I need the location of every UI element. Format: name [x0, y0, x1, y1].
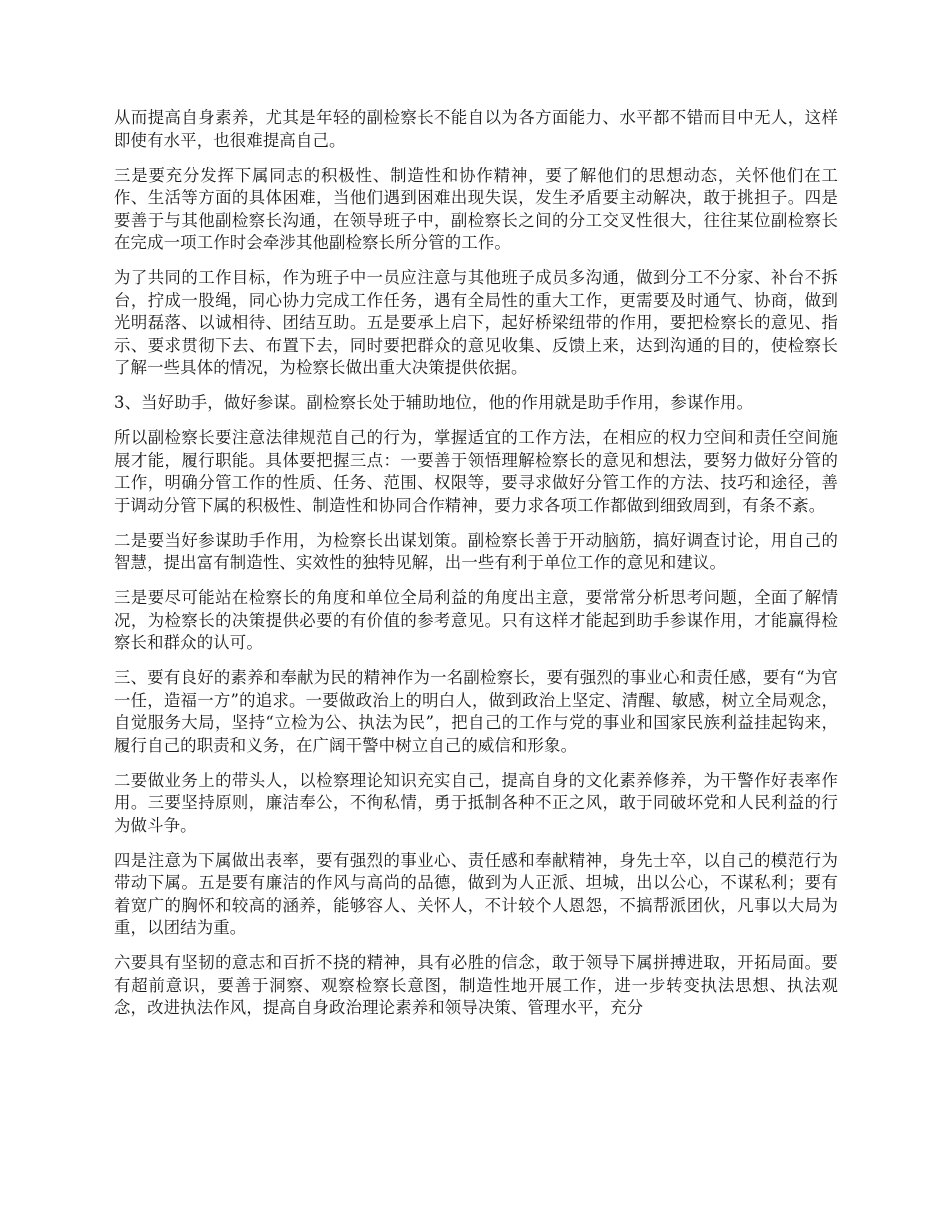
paragraph-1: 从而提高自身素养，尤其是年轻的副检察长不能自以为各方面能力、水平都不错而目中无人，这样即使有水平，也很难提高自己。	[114, 108, 838, 150]
paragraph-2: 三是要充分发挥下属同志的积极性、制造性和协作精神，要了解他们的思想动态，关怀他们在工作、生活等方面的具体困难，当他们遇到困难出现失误，发生矛盾要主动解决，敢于挑担子。四是要善于与其他副检察长沟通，在领导班子中，副检察长之间的分工交叉性很大，往往某位副检察长在完成一项工作时会牵涉其他副检察长所分管的工作。	[114, 165, 838, 252]
paragraph-7: 三是要尽可能站在检察长的角度和单位全局利益的角度出主意，要常常分析思考问题，全面了解情况，为检察长的决策提供必要的有价值的参考意见。只有这样才能起到助手参谋作用，才能赢得检察长和群众的认可。	[114, 588, 838, 652]
paragraph-9: 二要做业务上的带头人，以检察理论知识充实自己，提高自身的文化素养修养，为干警作好表率作用。三要坚持原则，廉洁奉公，不徇私情，勇于抵制各种不正之风，敢于同破坏党和人民利益的行为做斗争。	[114, 770, 838, 835]
paragraph-6: 二是要当好参谋助手作用，为检察长出谋划策。副检察长善于开动脑筋，搞好调查讨论，用自己的智慧，提出富有制造性、实效性的独特见解，出一些有利于单位工作的意见和建议。	[114, 530, 838, 572]
paragraph-11: 六要具有坚韧的意志和百折不挠的精神，具有必胜的信念，敢于领导下属拼搏进取，开拓局面。要有超前意识，要善于洞察、观察检察长意图，制造性地开展工作，进一步转变执法思想、执法观念，改进执法作风，提高自身政治理论素养和领导决策、管理水平，充分	[114, 953, 838, 1017]
paragraph-5: 所以副检察长要注意法律规范自己的行为，掌握适宜的工作方法，在相应的权力空间和责任空间施展才能，履行职能。具体要把握三点：一要善于领悟理解检察长的意见和想法，要努力做好分管的工作，明确分管工作的性质、任务、范围、权限等，要寻求做好分管工作的方法、技巧和途径，善于调动分管下属的积极性、制造性和协同合作精神，要力求各项工作都做到细致周到，有条不紊。	[114, 428, 838, 515]
paragraph-8: 三、要有良好的素养和奉献为民的精神作为一名副检察长，要有强烈的事业心和责任感，要有“为官一任，造福一方”的追求。一要做政治上的明白人，做到政治上坚定、清醒、敏感，树立全局观念，自觉服务大局，坚持“立检为公、执法为民”，把自己的工作与党的事业和国家民族利益挂起钩来，履行自己的职责和义务，在广阔干警中树立自己的威信和形象。	[114, 668, 838, 755]
document-body	[114, 107, 838, 1032]
paragraph-10: 四是注意为下属做出表率，要有强烈的事业心、责任感和奉献精神，身先士卒，以自己的模范行为带动下属。五是要有廉洁的作风与高尚的品德，做到为人正派、坦城，出以公心，不谋私利；要有着宽广的胸怀和较高的涵养，能够容人、关怀人，不计较个人恩怨，不搞帮派团伙，凡事以大局为重，以团结为重。	[114, 850, 838, 937]
paragraph-3: 为了共同的工作目标，作为班子中一员应注意与其他班子成员多沟通，做到分工不分家、补台不拆台，拧成一股绳，同心协力完成工作任务，遇有全局性的重大工作，更需要及时通气、协商，做到光明磊落、以诚相待、团结互助。五是要承上启下，起好桥梁纽带的作用，要把检察长的意见、指示、要求贯彻下去、布置下去，同时要把群众的意见收集、反馈上来，达到沟通的目的，使检察长了解一些具体的情况，为检察长做出重大决策提供依据。	[114, 268, 838, 377]
paragraph-4: 3、当好助手，做好参谋。副检察长处于辅助地位，他的作用就是助手作用，参谋作用。	[114, 393, 754, 412]
